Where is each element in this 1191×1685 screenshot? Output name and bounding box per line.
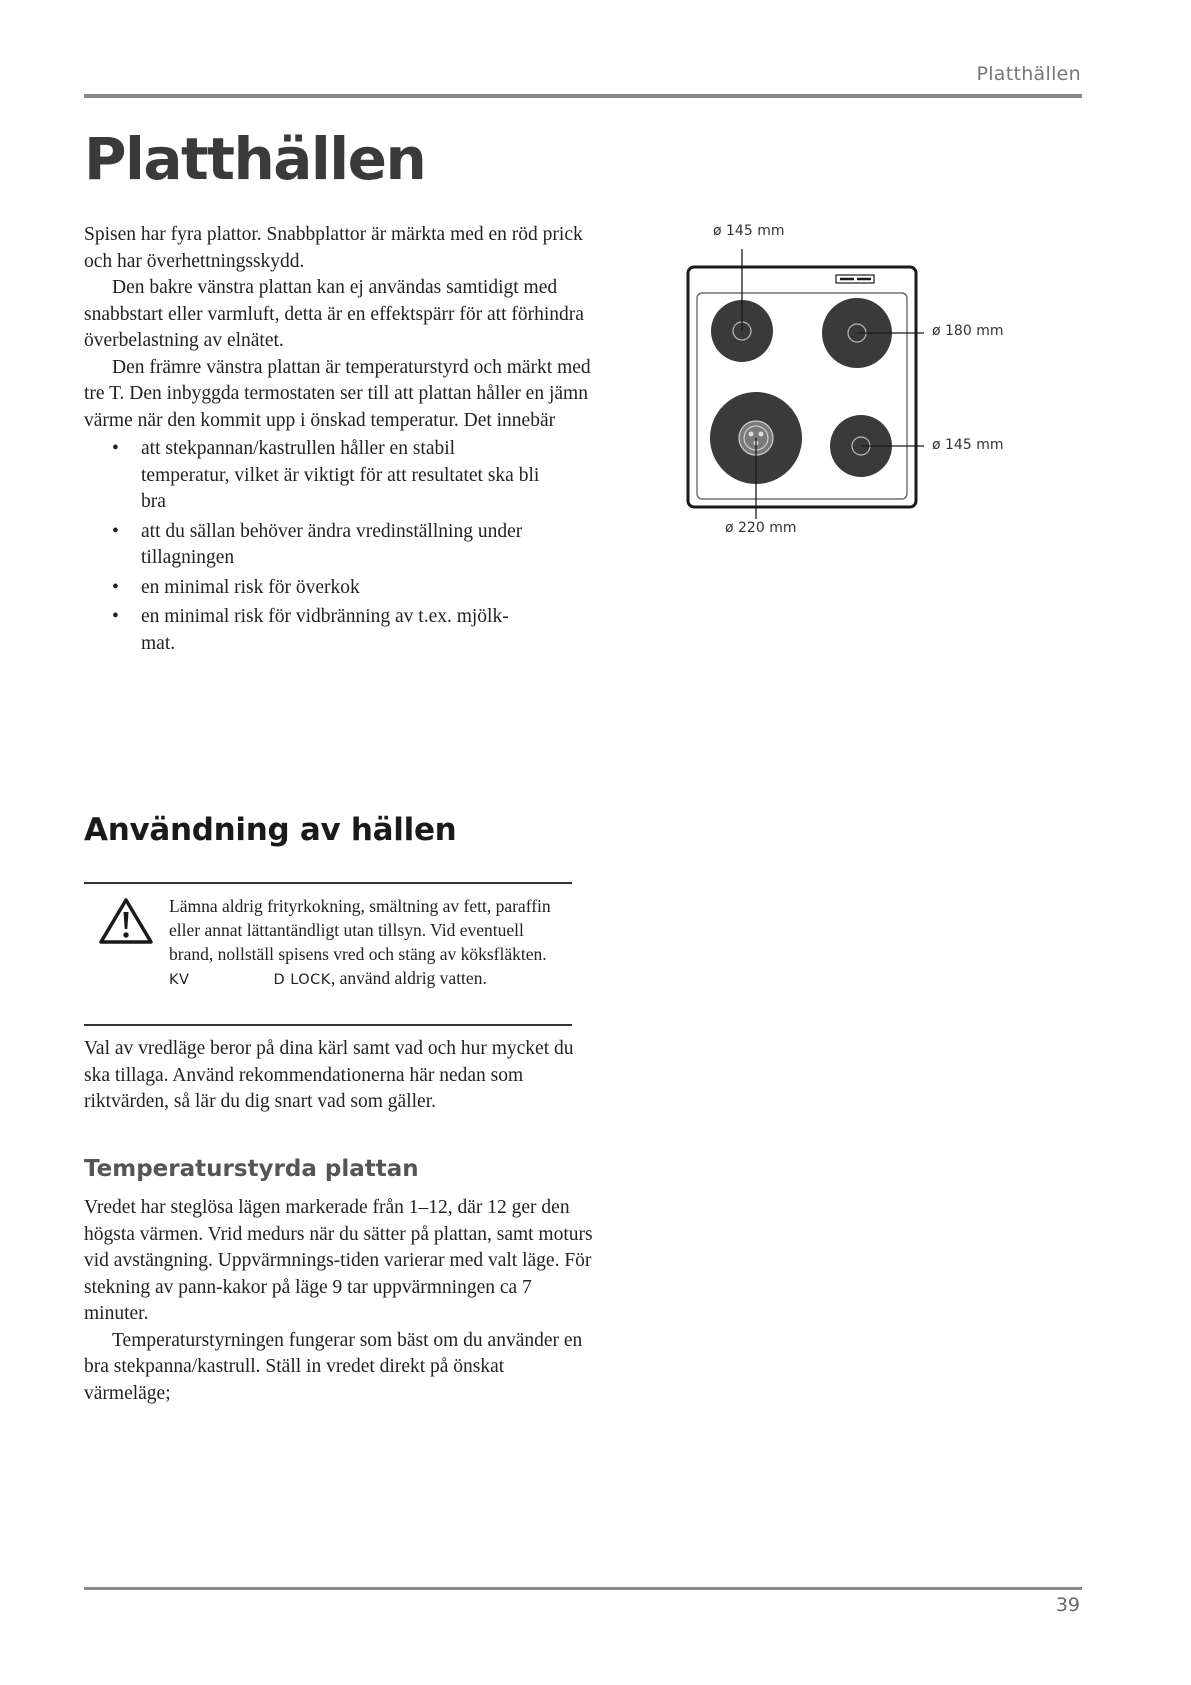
list-item-text: en minimal risk för vidbränning av t.ex. mjölk-mat. xyxy=(141,606,509,654)
subsection-heading: Temperaturstyrda plattan xyxy=(84,1156,419,1182)
temperature-paragraph-2: Temperaturstyrningen fungerar som bäst om du använder en bra stekpanna/kastrull. Ställ in vredet direkt på önskat värmeläge; xyxy=(84,1329,583,1404)
list-item xyxy=(84,575,541,602)
usage-section xyxy=(84,1036,594,1116)
bullet-icon: • xyxy=(112,606,119,627)
rear-left-diameter-label: ø 145 mm xyxy=(713,223,785,239)
front-right-diameter-label: ø 145 mm xyxy=(932,437,1004,453)
rear-right-diameter-label: ø 180 mm xyxy=(932,323,1004,339)
list-item xyxy=(84,519,541,572)
front-left-diameter-label: ø 220 mm xyxy=(725,520,797,536)
intro-section xyxy=(84,222,594,660)
header-rule xyxy=(84,94,1082,98)
usage-paragraph: Val av vredläge beror på dina kärl samt vad och hur mycket du ska tillaga. Använd rekommendationerna här nedan som riktvärden, så lär du dig snart vad som gäller. xyxy=(84,1038,574,1112)
list-item xyxy=(84,436,541,516)
small-caps-text: D LOCK xyxy=(273,972,331,988)
warning-box xyxy=(84,882,572,1026)
intro-paragraph-3: Den främre vänstra plattan är temperaturstyrd och märkt med tre T. Den inbyggda termostaten ser till att plattan håller en jämn värme när den kommit upp i önskad temperatur. Det innebär xyxy=(84,356,591,431)
bullet-icon: • xyxy=(112,438,119,459)
footer-rule xyxy=(84,1587,1082,1590)
intro-paragraph-2: Den bakre vänstra plattan kan ej användas samtidigt med snabbstart eller varmluft, detta är en effektspärr för att förhindra överbelastning av elnätet. xyxy=(84,277,584,351)
page-title: Platthällen xyxy=(84,125,426,193)
intro-paragraph-1: Spisen har fyra plattor. Snabbplattor är märkta med en röd prick och har överhettningsskydd. xyxy=(84,224,583,272)
page-number: 39 xyxy=(1055,1594,1080,1616)
list-item-text: att stekpannan/kastrullen håller en stabil temperatur, vilket är viktigt för att resultatet ska bli bra xyxy=(141,438,540,512)
list-item-text: en minimal risk för överkok xyxy=(141,576,360,598)
running-header: Platthällen xyxy=(976,63,1081,85)
list-item-text: att du sällan behöver ändra vredinställning under tillagningen xyxy=(141,520,523,568)
list-item xyxy=(84,604,541,657)
small-caps-text: KV xyxy=(169,972,190,988)
temperature-plate-section xyxy=(84,1195,594,1407)
hob-diagram xyxy=(680,225,1030,545)
benefit-list xyxy=(84,436,594,657)
bullet-icon: • xyxy=(112,576,119,598)
section-heading: Användning av hällen xyxy=(84,812,457,848)
bullet-icon: • xyxy=(112,520,119,542)
warning-text: Lämna aldrig frityrkokning, smältning av fett, paraffin eller annat lättantändligt utan tillsyn. Vid eventuell brand, nollställ spisens vred och stäng av köksfläkten. KV D LOCK, använd aldrig vatten. xyxy=(169,896,551,988)
warning-triangle-icon xyxy=(98,896,154,946)
temperature-paragraph-1: Vredet har steglösa lägen markerade från 1–12, där 12 ger den högsta värmen. Vrid medurs när du sätter på plattan, samt moturs vid avstängning. Uppvärmnings-tiden varierar med valt läge. För stekning av pann-kakor på läge 9 tar uppvärmningen ca 7 minuter. xyxy=(84,1197,593,1324)
hob-illustration xyxy=(680,225,1030,545)
